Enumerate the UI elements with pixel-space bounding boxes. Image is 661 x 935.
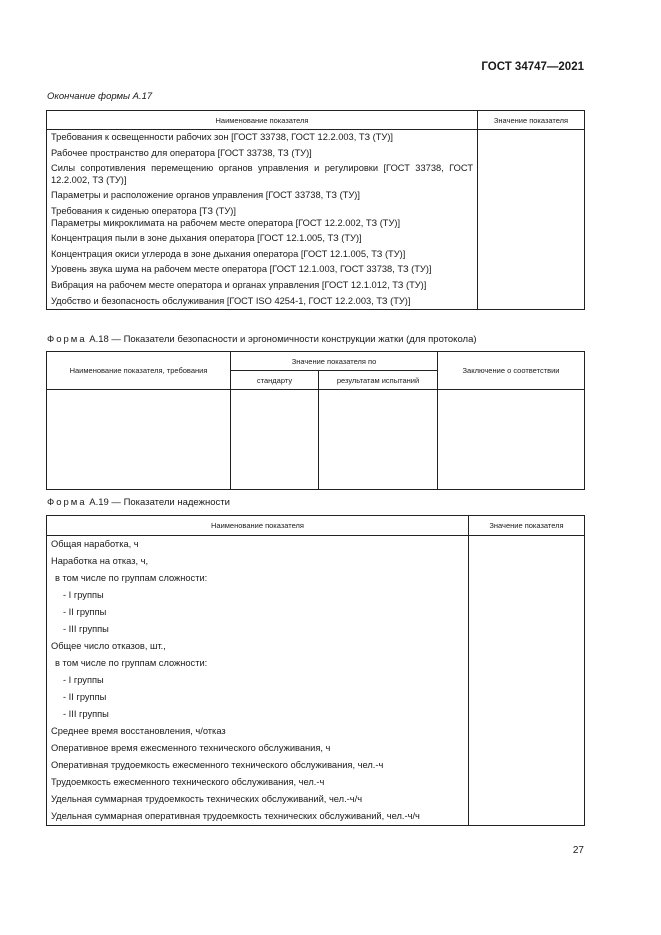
table-row [47, 672, 585, 689]
indicator-cell: Трудоемкость ежесменного технического обслуживания, чел.-ч [47, 774, 469, 791]
indicator-cell [47, 231, 478, 247]
empty-cell [47, 390, 231, 490]
indicator-cell: - II группы [47, 604, 469, 621]
value-cell [469, 706, 585, 723]
indicator-text: Концентрация пыли в зоне дыхания оператора [ГОСТ 12.1.005, ТЗ (ТУ)] [51, 233, 362, 244]
value-cell [478, 278, 585, 294]
page-number: 27 [572, 845, 584, 856]
column-header-value: Значение показателя [469, 516, 585, 536]
indicator-cell [47, 278, 478, 294]
table-row [47, 655, 585, 672]
value-cell [478, 247, 585, 263]
indicator-cell: Среднее время восстановления, ч/отказ [47, 723, 469, 740]
empty-cell [231, 390, 319, 490]
indicator-text: Вибрация на рабочем месте оператора и органах управления [ГОСТ 12.1.012, ТЗ (ТУ)] [51, 279, 427, 290]
value-cell [469, 723, 585, 740]
indicator-cell: в том числе по группам сложности: [47, 655, 469, 672]
value-cell [469, 587, 585, 604]
value-cell [478, 188, 585, 204]
table-row [47, 294, 585, 310]
value-cell [469, 689, 585, 706]
indicator-text: Удобство и безопасность обслуживания [ГОСТ ISO 4254-1, ГОСТ 12.2.003, ТЗ (ТУ)] [51, 295, 411, 306]
table-row [47, 791, 585, 808]
column-header-standard: стандарту [231, 371, 319, 390]
indicator-text: Концентрация окиси углерода в зоне дыхания оператора [ГОСТ 12.1.005, ТЗ (ТУ)] [51, 248, 406, 259]
form-a18-caption [47, 334, 477, 345]
value-cell [478, 130, 585, 146]
indicator-cell: - I группы [47, 672, 469, 689]
indicator-cell [47, 146, 478, 162]
table-row [47, 278, 585, 294]
form-a18-table [46, 351, 585, 490]
value-cell [469, 808, 585, 826]
form-a19-caption-text: А.19 — Показатели надежности [89, 497, 230, 508]
value-cell [469, 774, 585, 791]
table-row [47, 161, 585, 188]
form-a18-caption-word: Форма [47, 334, 87, 345]
indicator-text: Уровень звука шума на рабочем месте оператора [ГОСТ 12.1.003, ГОСТ 33738, ТЗ (ТУ)] [51, 264, 432, 275]
indicator-cell: Удельная суммарная оперативная трудоемкость технических обслуживаний, чел.-ч/ч [47, 808, 469, 826]
indicator-cell: - II группы [47, 689, 469, 706]
table-row [47, 740, 585, 757]
value-cell [469, 621, 585, 638]
table-row [47, 621, 585, 638]
form-a17-caption: Окончание формы А.17 [47, 91, 153, 102]
form-a18-caption-text: А.18 — Показатели безопасности и эргономичности конструкции жатки (для протокола) [89, 334, 477, 345]
indicator-cell [47, 204, 478, 231]
indicator-cell: Общее число отказов, шт., [47, 638, 469, 655]
column-header-value-group: Значение показателя по [231, 352, 438, 371]
table-row [47, 689, 585, 706]
table-row [47, 204, 585, 231]
value-cell [469, 570, 585, 587]
column-header-indicator: Наименование показателя [47, 111, 478, 130]
indicator-cell: - III группы [47, 621, 469, 638]
column-header-indicator: Наименование показателя [47, 516, 469, 536]
table-row [47, 570, 585, 587]
table-row [47, 774, 585, 791]
indicator-cell: в том числе по группам сложности: [47, 570, 469, 587]
form-a17-table [46, 110, 585, 310]
value-cell [469, 740, 585, 757]
value-cell [478, 204, 585, 231]
indicator-cell [47, 262, 478, 278]
table-row [47, 604, 585, 621]
value-cell [469, 655, 585, 672]
indicator-cell: Оперативная трудоемкость ежесменного технического обслуживания, чел.-ч [47, 757, 469, 774]
table-row [47, 146, 585, 162]
indicator-cell: Наработка на отказ, ч, [47, 553, 469, 570]
value-cell [469, 536, 585, 554]
table-row [47, 587, 585, 604]
form-a19-table [46, 515, 585, 826]
table-row [47, 553, 585, 570]
value-cell [469, 638, 585, 655]
form-a19-caption-word: Форма [47, 497, 87, 508]
indicator-text: Параметры микроклимата на рабочем месте оператора [ГОСТ 12.2.002, ТЗ (ТУ)] [51, 217, 401, 228]
table-row [47, 638, 585, 655]
empty-row [47, 390, 585, 490]
table-row [47, 262, 585, 278]
table-row [47, 130, 585, 146]
empty-cell [438, 390, 585, 490]
indicator-cell: Удельная суммарная трудоемкость технических обслуживаний, чел.-ч/ч [47, 791, 469, 808]
table-row [47, 247, 585, 263]
column-header-test-results: результатам испытаний [319, 371, 438, 390]
value-cell [469, 553, 585, 570]
table-row [47, 723, 585, 740]
value-cell [478, 294, 585, 310]
value-cell [478, 262, 585, 278]
value-cell [469, 757, 585, 774]
form-a19-caption [47, 497, 230, 508]
indicator-cell [47, 130, 478, 146]
table-row [47, 188, 585, 204]
column-header-name-requirement: Наименование показателя, требования [47, 352, 231, 390]
table-row [47, 808, 585, 826]
table-row [47, 757, 585, 774]
indicator-cell: - I группы [47, 587, 469, 604]
table-row [47, 706, 585, 723]
value-cell [478, 146, 585, 162]
table-row [47, 536, 585, 554]
column-header-conclusion: Заключение о соответствии [438, 352, 585, 390]
indicator-cell: Оперативное время ежесменного технического обслуживания, ч [47, 740, 469, 757]
indicator-cell: Общая наработка, ч [47, 536, 469, 554]
value-cell [478, 231, 585, 247]
empty-cell [319, 390, 438, 490]
value-cell [469, 604, 585, 621]
value-cell [478, 161, 585, 188]
value-cell [469, 791, 585, 808]
value-cell [469, 672, 585, 689]
indicator-cell [47, 294, 478, 310]
indicator-text: Силы сопротивления перемещению органов управления и регулировки [ГОСТ 33738, ГОСТ 12.2.002, ТЗ (ТУ)] [51, 163, 473, 185]
indicator-cell [47, 188, 478, 204]
indicator-text: Требования к освещенности рабочих зон [ГОСТ 33738, ГОСТ 12.2.003, ТЗ (ТУ)] [51, 132, 394, 142]
indicator-text: Параметры и расположение органов управления [ГОСТ 33738, ТЗ (ТУ)] [51, 190, 360, 201]
column-header-value: Значение показателя [478, 111, 585, 130]
indicator-text: Требования к сиденью оператора [ТЗ (ТУ)] [51, 205, 236, 216]
indicator-cell: - III группы [47, 706, 469, 723]
indicator-text: Рабочее пространство для оператора [ГОСТ 33738, ТЗ (ТУ)] [51, 147, 312, 158]
indicator-cell [47, 247, 478, 263]
indicator-cell [47, 161, 478, 188]
document-code: ГОСТ 34747—2021 [481, 61, 584, 73]
table-row [47, 231, 585, 247]
